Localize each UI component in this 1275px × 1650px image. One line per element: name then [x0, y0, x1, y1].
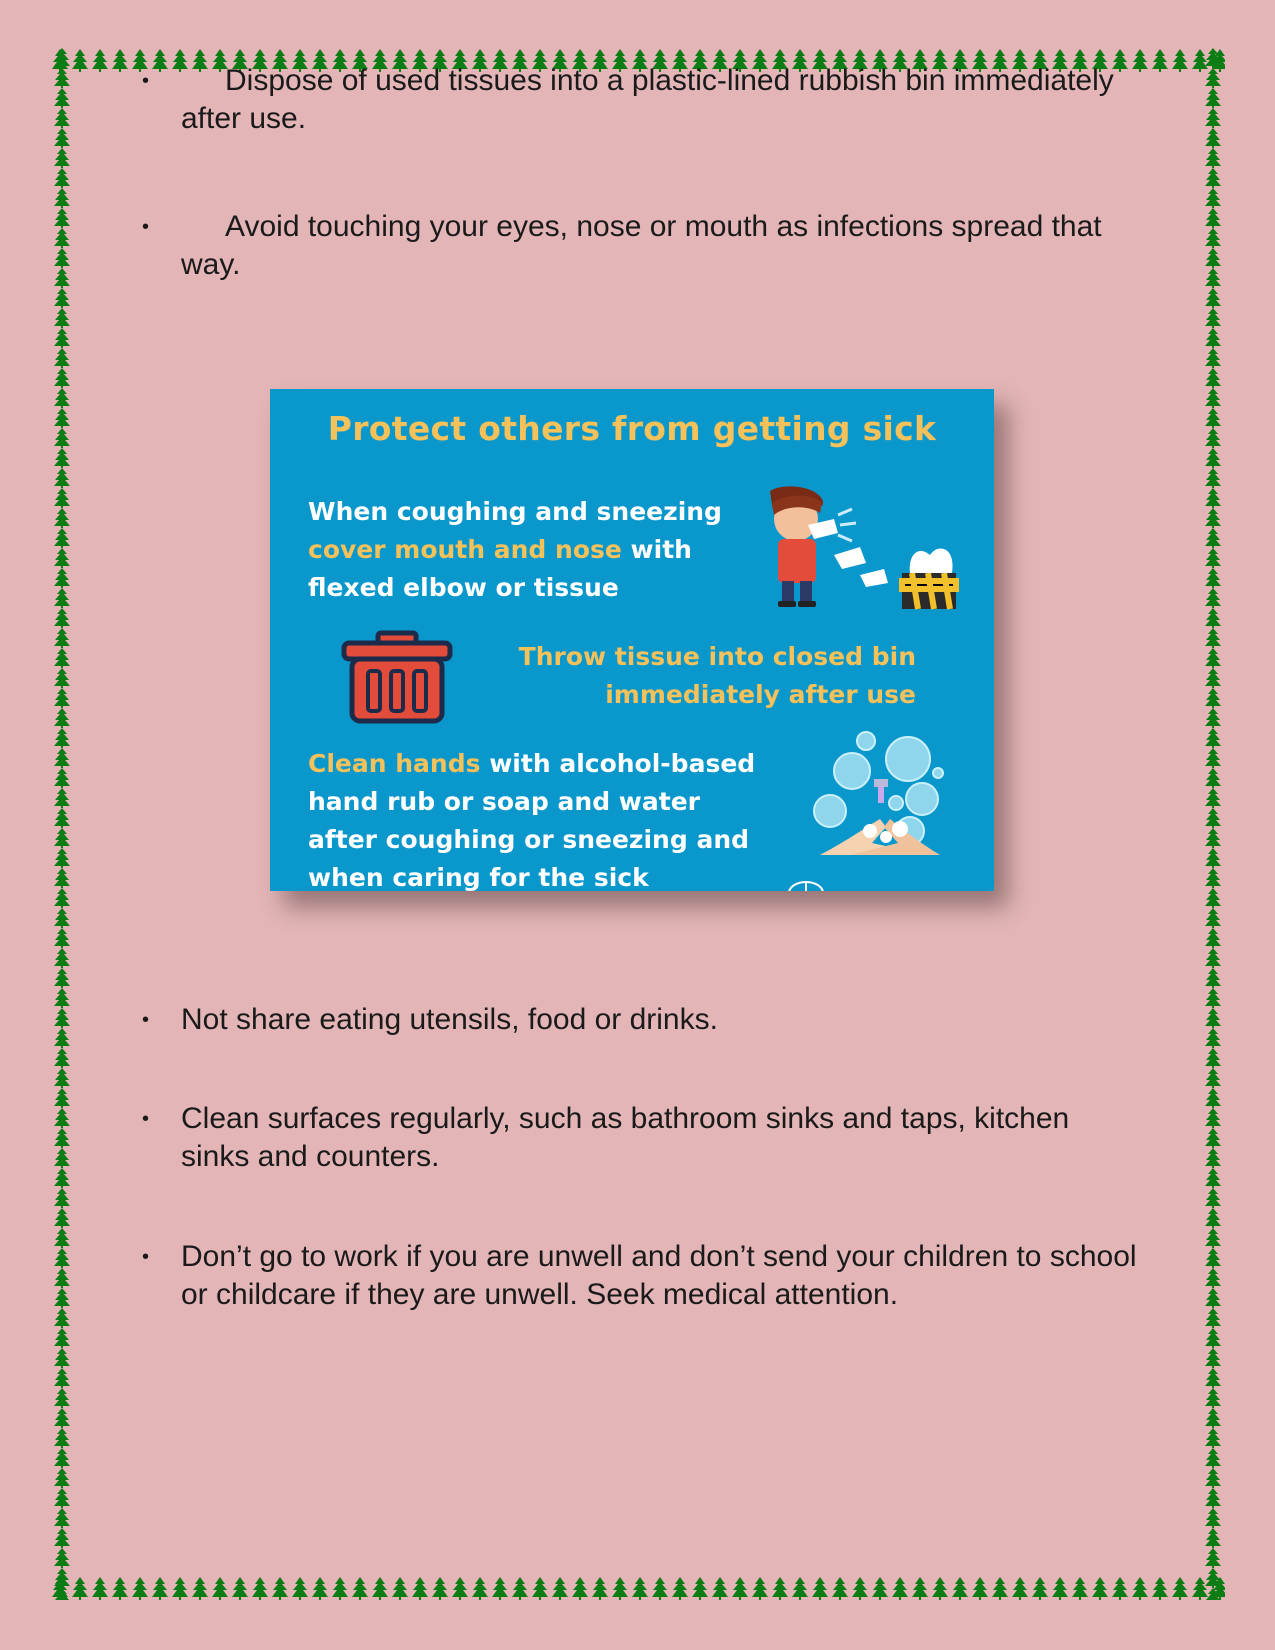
tree-border-right: [1201, 48, 1225, 1600]
trash-bin-icon: [340, 629, 454, 725]
cough-line-2: [308, 535, 692, 564]
cough-line-1: When coughing and sneezing: [308, 497, 722, 526]
bullet-icon: •: [142, 1246, 150, 1268]
bin-line-2: immediately after use: [605, 680, 916, 709]
bin-line-1: Throw tissue into closed bin: [518, 642, 916, 671]
tree-border-left: [50, 48, 74, 1600]
hands-line-2: hand rub or soap and water: [308, 787, 700, 816]
bullet-icon: •: [142, 216, 150, 238]
hands-line-3: after coughing or sneezing and: [308, 825, 750, 854]
poster-title: Protect others from getting sick: [327, 409, 937, 448]
bullet-icon: •: [142, 1108, 150, 1130]
hands-line-1: [308, 749, 755, 778]
page-border-bottom: [50, 1576, 1225, 1600]
hands-line-4: when caring for the sick: [308, 863, 649, 891]
infographic-poster: [270, 389, 994, 891]
bullet-text: Avoid touching your eyes, nose or mouth as infections spread that way.: [181, 210, 1102, 281]
bullet-icon: •: [142, 70, 150, 92]
cough-line-3: flexed elbow or tissue: [308, 573, 619, 602]
bullet-text: Dispose of used tissues into a plastic-lined rubbish bin immediately after use.: [181, 64, 1114, 135]
hands-line-1-rest: with alcohol-based: [480, 749, 756, 778]
hand-washing-icon: [810, 727, 960, 867]
bullet-text: Clean surfaces regularly, such as bathroom sinks and taps, kitchen sinks and counters.: [181, 1102, 1070, 1173]
bullet-icon: •: [142, 1009, 150, 1031]
page-border-left: [50, 48, 74, 1600]
hands-highlight: Clean hands: [308, 749, 481, 778]
tree-border-bottom: [50, 1576, 1225, 1600]
cough-line-2-rest: with: [621, 535, 692, 564]
page-border-right: [1201, 48, 1225, 1600]
cough-highlight: cover mouth and nose: [308, 535, 622, 564]
bullet-text: Don’t go to work if you are unwell and don’t send your children to school or childcare if they are unwell. Seek medical attention.: [181, 1240, 1137, 1311]
who-logo-icon: [786, 879, 826, 891]
sneezing-person-icon: [742, 485, 972, 615]
bullet-text: Not share eating utensils, food or drinks.: [181, 1003, 718, 1036]
